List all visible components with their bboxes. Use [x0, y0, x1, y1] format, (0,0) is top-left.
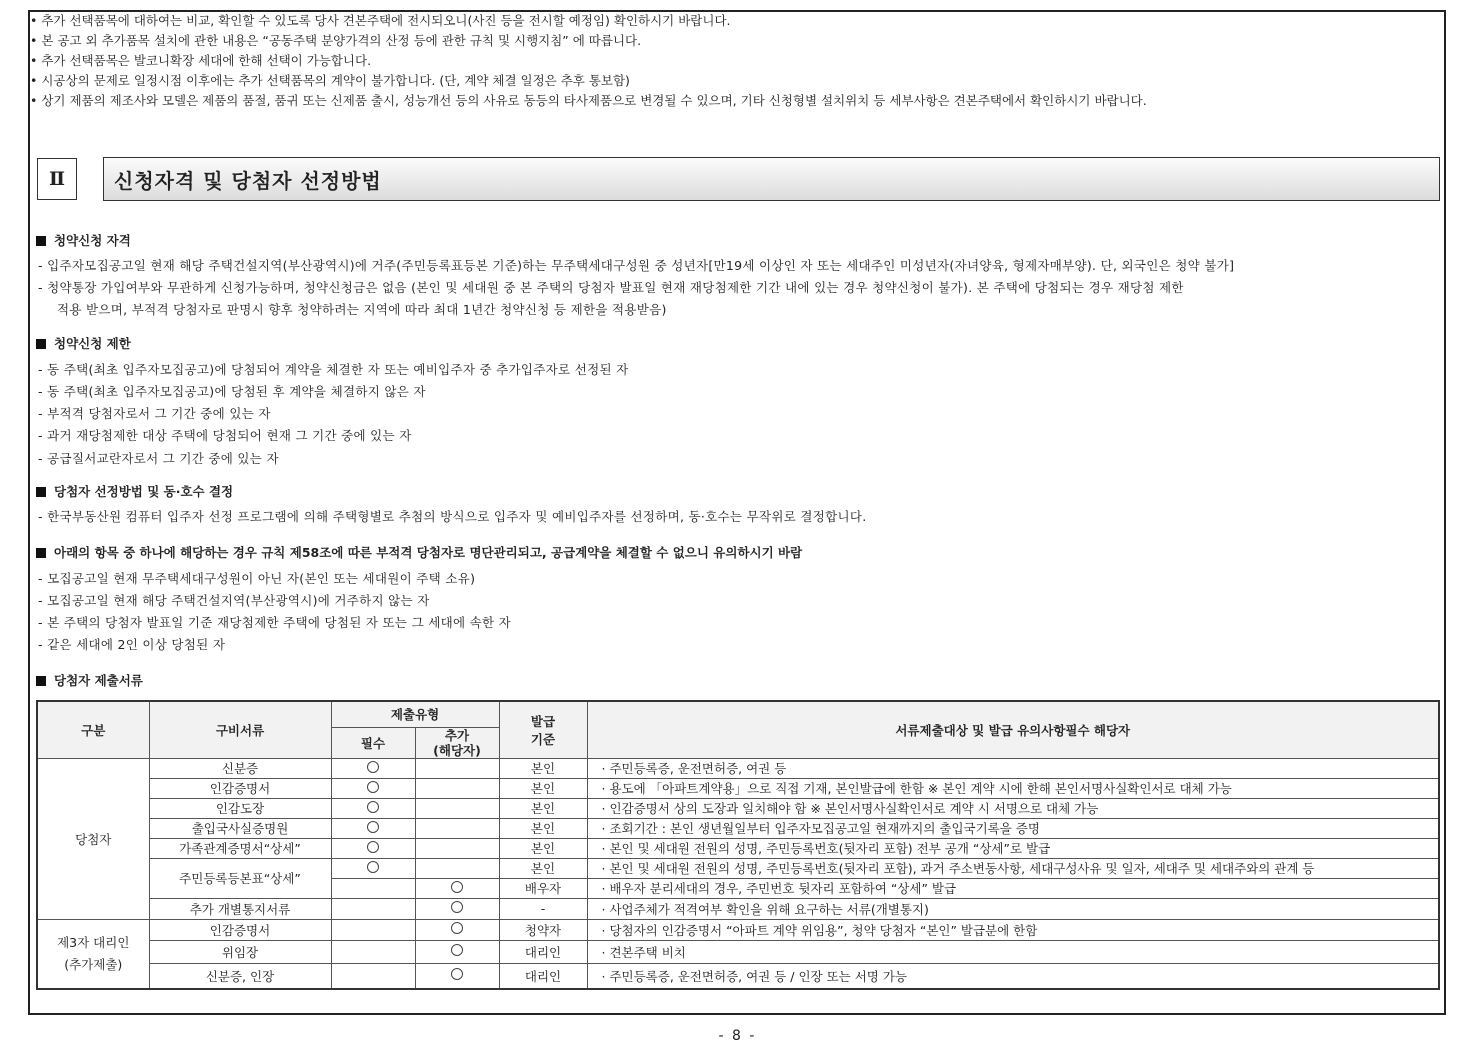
ineligible-line: - 같은 세대에 2인 이상 당첨된 자 [38, 637, 226, 652]
doc-cell: 위임장 [149, 940, 331, 963]
note-cell: · 본인 및 세대원 전원의 성명, 주민등록번호(뒷자리 포함) 전부 공개 “상세”로 발급 [587, 838, 1439, 858]
note-cell: · 본인 및 세대원 전원의 성명, 주민등록번호(뒷자리 포함), 과거 주소변동사항, 세대구성사유 및 일자, 세대주 및 세대주와의 관계 등 [587, 858, 1439, 878]
group-proxy-line1: 제3자 대리인 [57, 934, 130, 950]
qualification-line: - 입주자모집공고일 현재 해당 주택건설지역(부산광역시)에 거주(주민등록표등본 기준)하는 무주택세대구성원 중 성년자[만19세 이상인 자 또는 세대주인 미성년자(자녀양육, 형제자매부양). 단, 외국인은 청약 불가] [38, 258, 1235, 273]
table-row [37, 778, 1439, 798]
heading-text: 아래의 항목 중 하나에 해당하는 경우 규칙 제58조에 따른 부적격 당첨자로 명단관리되고, 공급계약을 체결할 수 없으니 유의하시기 바람 [54, 545, 803, 560]
additional-cell [415, 858, 499, 878]
note-cell: · 조회기간 : 본인 생년월일부터 입주자모집공고일 현재까지의 출입국기록을 증명 [587, 818, 1439, 838]
table-header-row [37, 701, 1439, 727]
doc-cell: 신분증, 인장 [149, 963, 331, 989]
ineligible-line: - 모집공고일 현재 해당 주택건설지역(부산광역시)에 거주하지 않는 자 [38, 593, 430, 608]
basis-cell: 대리인 [499, 940, 587, 963]
additional-cell [415, 963, 499, 989]
required-cell [331, 919, 415, 940]
table-row [37, 798, 1439, 818]
circle-mark-icon [367, 801, 379, 813]
circle-mark-icon [367, 861, 379, 873]
qualification-heading [36, 231, 131, 249]
circle-mark-icon [367, 761, 379, 773]
restriction-line: - 부적격 당첨자로서 그 기간 중에 있는 자 [38, 406, 271, 421]
required-cell [331, 898, 415, 919]
documents-heading [36, 671, 143, 689]
additional-cell [415, 898, 499, 919]
additional-cell [415, 878, 499, 898]
header-required: 필수 [331, 727, 415, 758]
square-bullet-icon [36, 487, 46, 497]
table-row [37, 898, 1439, 919]
header-issue-basis [499, 701, 587, 758]
note-cell: · 용도에 「아파트계약용」으로 직접 기재, 본인발급에 한함 ※ 본인 계약 시에 한해 본인서명사실확인서로 대체 가능 [587, 778, 1439, 798]
square-bullet-icon [36, 676, 46, 686]
restriction-line: - 공급질서교란자로서 그 기간 중에 있는 자 [38, 451, 279, 466]
ineligible-line: - 모집공고일 현재 무주택세대구성원이 아닌 자(본인 또는 세대원이 주택 소유) [38, 571, 476, 586]
circle-mark-icon [451, 944, 463, 956]
header-notes: 서류제출대상 및 발급 유의사항필수 해당자 [587, 701, 1439, 758]
page-number: - 8 - [718, 1028, 757, 1044]
section-title: 신청자격 및 당첨자 선정방법 [103, 157, 1440, 201]
circle-mark-icon [451, 901, 463, 913]
additional-cell [415, 838, 499, 858]
required-cell [331, 818, 415, 838]
basis-cell: 본인 [499, 818, 587, 838]
doc-cell: 인감증명서 [149, 919, 331, 940]
note-cell: · 주민등록증, 운전면허증, 여권 등 / 인장 또는 서명 가능 [587, 963, 1439, 989]
circle-mark-icon [451, 881, 463, 893]
heading-text: 청약신청 자격 [54, 233, 131, 248]
basis-cell: 본인 [499, 838, 587, 858]
square-bullet-icon [36, 236, 46, 246]
table-row [37, 818, 1439, 838]
doc-cell: 주민등록등본표“상세” [149, 858, 331, 898]
table-row [37, 858, 1439, 878]
circle-mark-icon [451, 922, 463, 934]
basis-cell: 본인 [499, 858, 587, 878]
header-additional-line2: (해당자) [433, 742, 481, 758]
note-cell: · 배우자 분리세대의 경우, 주민번호 뒷자리 포함하여 “상세” 발급 [587, 878, 1439, 898]
required-cell [331, 798, 415, 818]
additional-cell [415, 919, 499, 940]
doc-cell: 신분증 [149, 758, 331, 778]
basis-cell: 대리인 [499, 963, 587, 989]
square-bullet-icon [36, 548, 46, 558]
group-winner: 당첨자 [37, 758, 149, 919]
table-row [37, 919, 1439, 940]
doc-cell: 추가 개별통지서류 [149, 898, 331, 919]
table-row [37, 963, 1439, 989]
additional-cell [415, 818, 499, 838]
heading-text: 청약신청 제한 [54, 336, 131, 351]
note-line: • 추가 선택품목은 발코니확장 세대에 한해 선택이 가능합니다. [30, 53, 372, 68]
circle-mark-icon [367, 841, 379, 853]
doc-cell: 출입국사실증명원 [149, 818, 331, 838]
ineligible-line: - 본 주택의 당첨자 발표일 기준 재당첨제한 주택에 당첨된 자 또는 그 세대에 속한 자 [38, 615, 512, 630]
required-cell [331, 963, 415, 989]
note-cell: · 당첨자의 인감증명서 “아파트 계약 위임용”, 청약 당첨자 “본인” 발급분에 한함 [587, 919, 1439, 940]
note-line: • 추가 선택품목에 대하여는 비교, 확인할 수 있도록 당사 견본주택에 전시되오니(사진 등을 전시할 예정임) 확인하시기 바랍니다. [30, 13, 731, 28]
section-number: Ⅱ [37, 158, 77, 200]
group-proxy [37, 919, 149, 989]
note-cell: · 견본주택 비치 [587, 940, 1439, 963]
required-cell [331, 858, 415, 878]
header-additional [415, 727, 499, 758]
required-cell [331, 778, 415, 798]
group-proxy-line2: (추가제출) [64, 956, 123, 972]
header-category: 구분 [37, 701, 149, 758]
qualification-line: - 청약통장 가입여부와 무관하게 신청가능하며, 청약신청금은 없음 (본인 및 세대원 중 본 주택의 당첨자 발표일 현재 재당첨제한 기간 내에 있는 경우 청약신청이 불가). 본 주택에 당첨되는 경우 재당첨 제한 [38, 280, 1184, 295]
restriction-line: - 동 주택(최초 입주자모집공고)에 당첨되어 계약을 체결한 자 또는 예비입주자 중 추가입주자로 선정된 자 [38, 362, 629, 377]
restriction-heading [36, 334, 131, 352]
circle-mark-icon [451, 968, 463, 980]
basis-cell: 배우자 [499, 878, 587, 898]
notes-block [30, 11, 1147, 111]
doc-cell: 인감도장 [149, 798, 331, 818]
table-row [37, 940, 1439, 963]
required-cell [331, 878, 415, 898]
heading-text: 당첨자 선정방법 및 동·호수 결정 [54, 484, 234, 499]
selection-heading [36, 482, 233, 500]
note-line: • 본 공고 외 추가품목 설치에 관한 내용은 “공동주택 분양가격의 산정 등에 관한 규칙 및 시행지침” 에 따릅니다. [30, 33, 642, 48]
note-cell: · 사업주체가 적격여부 확인을 위해 요구하는 서류(개별통지) [587, 898, 1439, 919]
restriction-line: - 동 주택(최초 입주자모집공고)에 당첨된 후 계약을 체결하지 않은 자 [38, 384, 426, 399]
header-document: 구비서류 [149, 701, 331, 758]
additional-cell [415, 778, 499, 798]
selection-line: - 한국부동산원 컴퓨터 입주자 선정 프로그램에 의해 주택형별로 추첨의 방식으로 입주자 및 예비입주자를 선정하며, 동·호수는 무작위로 결정합니다. [38, 509, 867, 524]
required-cell [331, 940, 415, 963]
circle-mark-icon [367, 781, 379, 793]
note-line: • 시공상의 문제로 일정시점 이후에는 추가 선택품목의 계약이 불가합니다. (단, 계약 체결 일정은 추후 통보함) [30, 73, 630, 88]
header-additional-line1: 추가 [444, 727, 470, 743]
heading-text: 당첨자 제출서류 [54, 673, 143, 688]
basis-cell: 본인 [499, 778, 587, 798]
ineligible-heading [36, 543, 802, 561]
required-cell [331, 838, 415, 858]
note-cell: · 주민등록증, 운전면허증, 여권 등 [587, 758, 1439, 778]
basis-cell: 청약자 [499, 919, 587, 940]
required-cell [331, 758, 415, 778]
table-row [37, 838, 1439, 858]
basis-cell: 본인 [499, 798, 587, 818]
doc-cell: 가족관계증명서“상세” [149, 838, 331, 858]
note-line: • 상기 제품의 제조사와 모델은 제품의 품절, 품귀 또는 신제품 출시, 성능개선 등의 사유로 동등의 타사제품으로 변경될 수 있으며, 기타 신청형별 설치위치 등 세부사항은 견본주택에서 확인하시기 바랍니다. [30, 93, 1147, 108]
circle-mark-icon [367, 821, 379, 833]
header-issue-line1: 발급 [530, 713, 556, 729]
header-submit-type: 제출유형 [331, 701, 499, 727]
additional-cell [415, 940, 499, 963]
basis-cell: - [499, 898, 587, 919]
square-bullet-icon [36, 339, 46, 349]
note-cell: · 인감증명서 상의 도장과 일치해야 함 ※ 본인서명사실확인서로 계약 시 서명으로 대체 가능 [587, 798, 1439, 818]
basis-cell: 본인 [499, 758, 587, 778]
table-row [37, 758, 1439, 778]
header-issue-line2: 기준 [530, 731, 556, 747]
doc-cell: 인감증명서 [149, 778, 331, 798]
restriction-line: - 과거 재당첨제한 대상 주택에 당첨되어 현재 그 기간 중에 있는 자 [38, 428, 412, 443]
additional-cell [415, 758, 499, 778]
additional-cell [415, 798, 499, 818]
documents-table [36, 700, 1440, 990]
qualification-line: 적용 받으며, 부적격 당첨자로 판명시 향후 청약하려는 지역에 따라 최대 1년간 청약신청 등 제한을 적용받음) [57, 302, 667, 317]
